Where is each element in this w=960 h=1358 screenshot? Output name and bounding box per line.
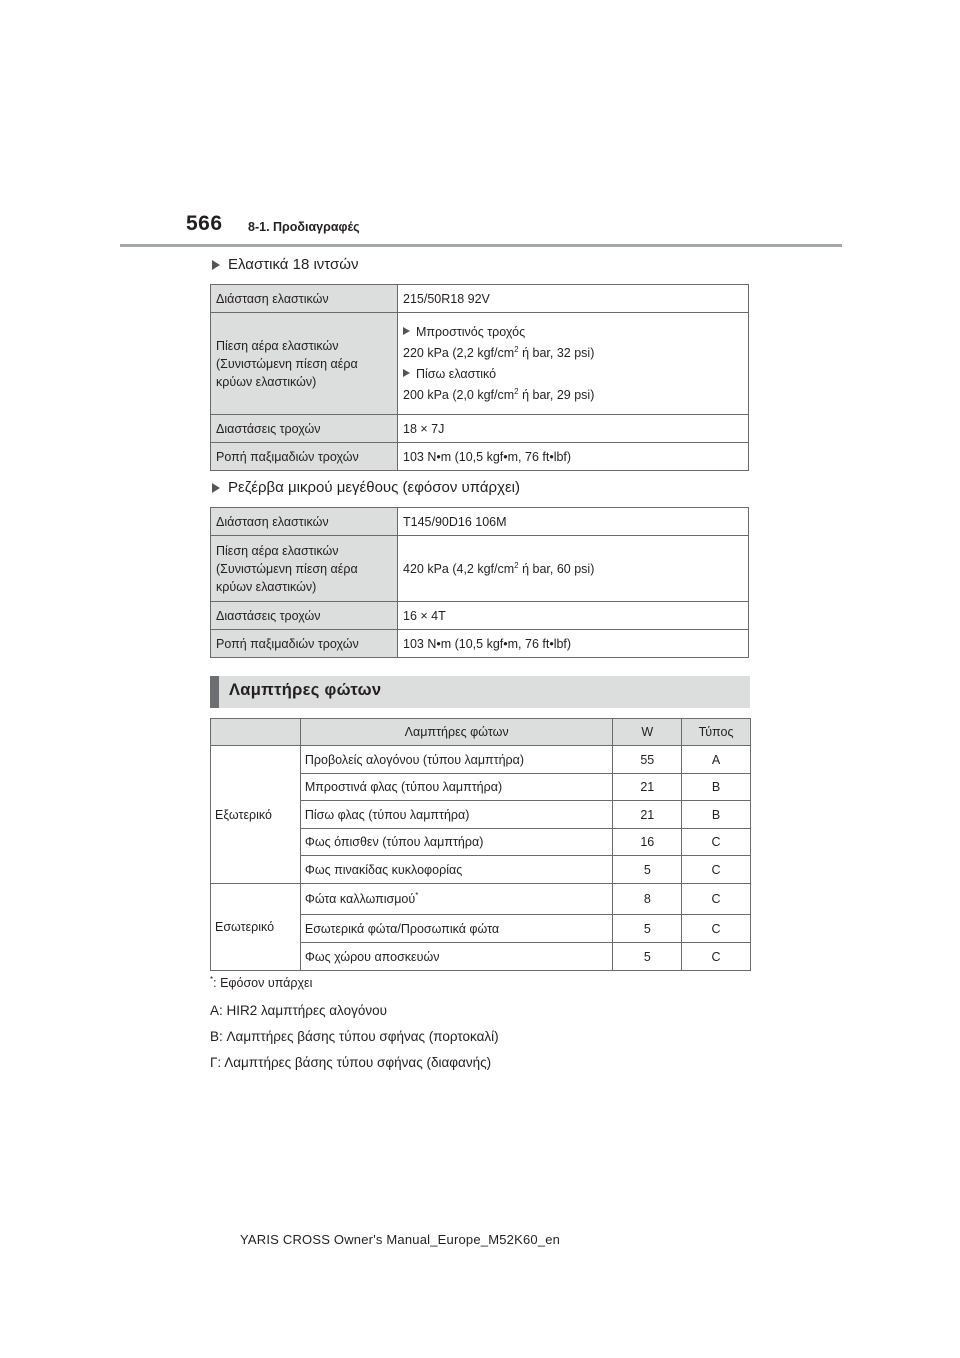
table-row: [211, 443, 749, 471]
table-row: [211, 746, 751, 774]
rear-pressure-value: [403, 386, 743, 404]
bulb-name: Φως όπισθεν (τύπου λαμπτήρα): [300, 829, 613, 856]
rear-pressure-text-end: ή bar, 29 psi): [518, 388, 595, 402]
bulb-name: Μπροστινά φλας (τύπου λαμπτήρα): [300, 774, 613, 801]
spare-heading-text: Ρεζέρβα μικρού μεγέθους (εφόσον υπάρχει): [228, 479, 520, 496]
footnote-text: : Εφόσον υπάρχει: [213, 976, 313, 990]
bulb-type: C: [682, 915, 751, 943]
table-row: [211, 508, 749, 536]
bulbs-banner-title: Λαμπτήρες φώτων: [229, 681, 382, 699]
torque-value: 103 N•m (10,5 kgf•m, 76 ft•lbf): [398, 630, 749, 658]
bulb-name: Πίσω φλας (τύπου λαμπτήρα): [300, 801, 613, 829]
bulb-type: C: [682, 943, 751, 971]
bulb-name: Φώτα καλλωπισμού: [304, 892, 416, 906]
triangle-bullet-icon: [212, 483, 220, 493]
bulb-type: B: [682, 774, 751, 801]
category-interior: Εσωτερικό: [211, 884, 301, 971]
triangle-bullet-icon: [403, 369, 410, 377]
tire-size-label: Διάσταση ελαστικών: [211, 508, 398, 536]
front-pressure-text: 220 kPa (2,2 kgf/cm: [403, 346, 515, 360]
pressure-label: Πίεση αέρα ελαστικών (Συνιστώμενη πίεση αέρα κρύων ελαστικών): [211, 313, 398, 415]
bulb-name: Φως χώρου αποσκευών: [300, 943, 613, 971]
pressure-sup: 2: [514, 560, 519, 570]
wheel-size-value: 16 × 4T: [398, 602, 749, 630]
footnote: [210, 976, 312, 990]
bulb-watt: 16: [613, 829, 682, 856]
bulb-name: Προβολείς αλογόνου (τύπου λαμπτήρα): [300, 746, 613, 774]
footer-manual-id: YARIS CROSS Owner's Manual_Europe_M52K60_en: [240, 1232, 561, 1247]
bulb-name: Φως πινακίδας κυκλοφορίας: [300, 856, 613, 884]
table-row: [211, 415, 749, 443]
header-empty-cell: [211, 719, 301, 746]
table-row: [211, 285, 749, 313]
triangle-bullet-icon: [403, 327, 410, 335]
bulb-type: B: [682, 801, 751, 829]
column-header-type: Τύπος: [682, 719, 751, 746]
spare-heading: [212, 479, 520, 496]
bulb-type: C: [682, 829, 751, 856]
bulb-watt: 55: [613, 746, 682, 774]
tire-size-value: 215/50R18 92V: [398, 285, 749, 313]
rear-pressure-sup: 2: [514, 386, 519, 396]
banner-accent-bar: [210, 676, 219, 708]
pressure-values: [398, 313, 749, 415]
bulb-watt: 5: [613, 856, 682, 884]
tire-size-value: T145/90D16 106M: [398, 508, 749, 536]
pressure-value: [398, 536, 749, 602]
tires18-heading-text: Ελαστικά 18 ιντσών: [228, 256, 359, 273]
torque-value: 103 N•m (10,5 kgf•m, 76 ft•lbf): [398, 443, 749, 471]
tires18-heading: [212, 256, 359, 273]
front-wheel-line: [403, 323, 743, 341]
bulb-watt: 8: [613, 884, 682, 915]
tires18-table: [210, 284, 749, 471]
tire-size-label: Διάσταση ελαστικών: [211, 285, 398, 313]
bulbs-table: [210, 718, 751, 971]
front-wheel-label: Μπροστινός τροχός: [416, 325, 526, 339]
table-row: [211, 536, 749, 602]
bulb-watt: 21: [613, 801, 682, 829]
bulb-watt: 5: [613, 915, 682, 943]
table-row: [211, 313, 749, 415]
footnote-mark: *: [415, 890, 419, 900]
bulbs-banner: [210, 676, 750, 708]
rear-wheel-line: [403, 365, 743, 383]
triangle-bullet-icon: [212, 260, 220, 270]
bulb-watt: 21: [613, 774, 682, 801]
table-header-row: [211, 719, 751, 746]
bulb-type: A: [682, 746, 751, 774]
rear-wheel-label: Πίσω ελαστικό: [416, 367, 497, 381]
category-exterior: Εξωτερικό: [211, 746, 301, 884]
table-row: [211, 884, 751, 915]
pressure-label: Πίεση αέρα ελαστικών (Συνιστώμενη πίεση αέρα κρύων ελαστικών): [211, 536, 398, 602]
table-row: [211, 602, 749, 630]
bulb-watt: 5: [613, 943, 682, 971]
note-c: Γ: Λαμπτήρες βάσης τύπου σφήνας (διαφανής): [210, 1055, 492, 1070]
front-pressure-sup: 2: [514, 344, 519, 354]
column-header-watt: W: [613, 719, 682, 746]
page-number: 566: [186, 212, 223, 235]
wheel-size-label: Διαστάσεις τροχών: [211, 415, 398, 443]
front-pressure-text-end: ή bar, 32 psi): [518, 346, 595, 360]
bulb-type: C: [682, 884, 751, 915]
spare-table: [210, 507, 749, 658]
pressure-text: 420 kPa (4,2 kgf/cm: [403, 561, 515, 576]
section-title: 8-1. Προδιαγραφές: [248, 220, 360, 234]
column-header-bulbs: Λαμπτήρες φώτων: [300, 719, 613, 746]
bulb-type: C: [682, 856, 751, 884]
bulb-name-cell: [300, 884, 613, 915]
footnote-mark: *: [210, 974, 214, 984]
rear-pressure-text: 200 kPa (2,0 kgf/cm: [403, 388, 515, 402]
torque-label: Ροπή παξιμαδιών τροχών: [211, 443, 398, 471]
note-a: A: HIR2 λαμπτήρες αλογόνου: [210, 1003, 388, 1018]
wheel-size-label: Διαστάσεις τροχών: [211, 602, 398, 630]
note-b: B: Λαμπτήρες βάσης τύπου σφήνας (πορτοκαλί): [210, 1029, 499, 1044]
table-row: [211, 630, 749, 658]
bulb-name: Εσωτερικά φώτα/Προσωπικά φώτα: [300, 915, 613, 943]
header-divider: [120, 244, 842, 247]
pressure-text-end: ή bar, 60 psi): [518, 561, 595, 576]
front-pressure-value: [403, 344, 743, 362]
torque-label: Ροπή παξιμαδιών τροχών: [211, 630, 398, 658]
wheel-size-value: 18 × 7J: [398, 415, 749, 443]
